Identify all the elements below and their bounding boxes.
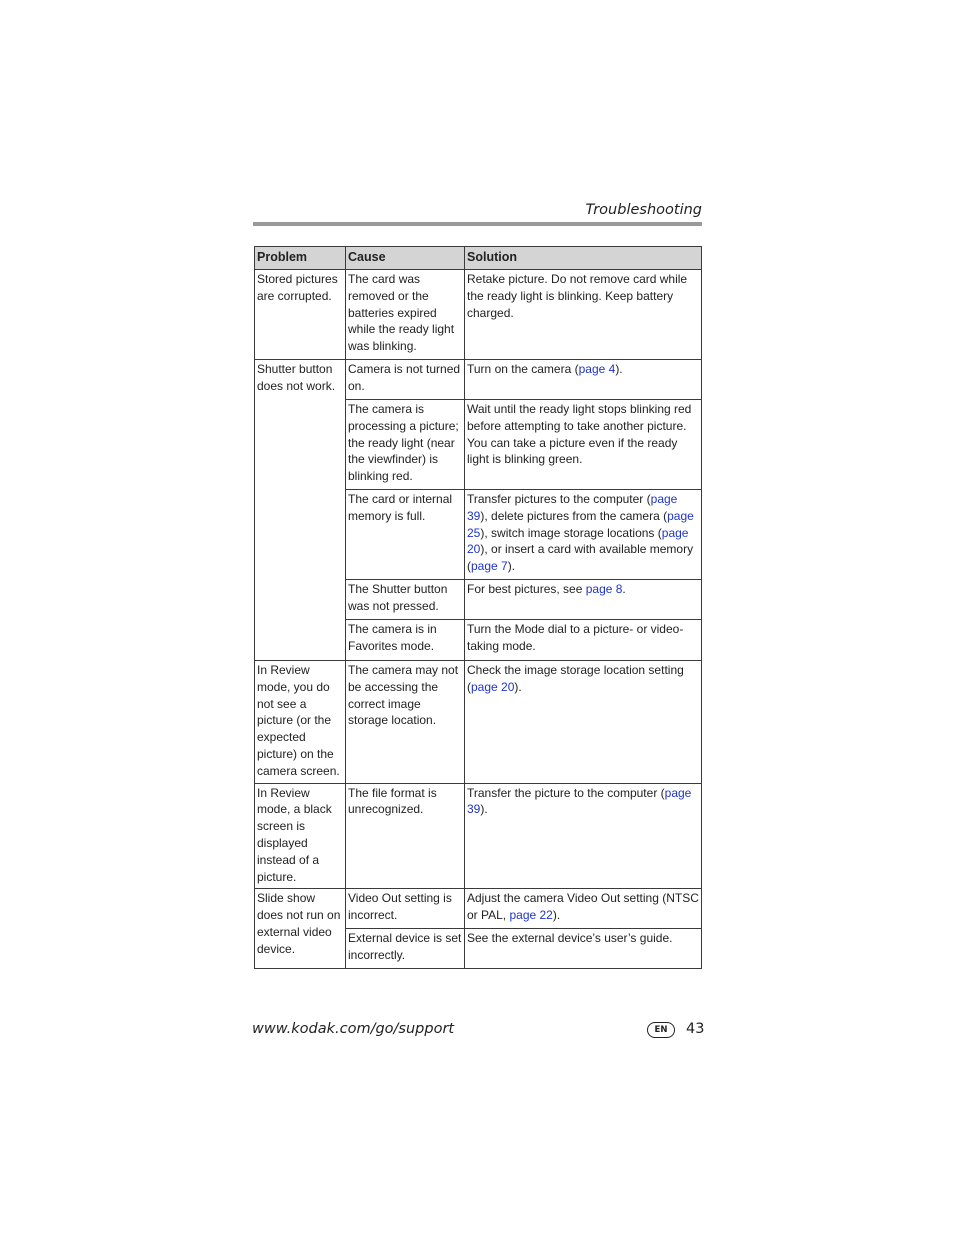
column-header-solution: Solution [465,247,702,270]
page-link[interactable]: page 25 [467,508,694,540]
solution-text: ). [615,362,623,376]
page-link[interactable]: page 39 [467,492,678,523]
solution-cell: See the external device’s user’s guide. [465,929,702,969]
solution-cell: Turn the Mode dial to a picture- or video-taking mode. [465,620,702,661]
problem-cell: Stored pictures are corrupted. [255,270,346,360]
page-link[interactable]: page 20 [471,679,515,694]
solution-text: Transfer pictures to the computer ( [467,492,651,506]
table-row [255,661,702,784]
solution-cell: Retake picture. Do not remove card while the ready light is blinking. Keep battery charged. [465,270,702,360]
cause-cell: Video Out setting is incorrect. [346,889,465,929]
problem-cell: Slide show does not run on external video device. [255,889,346,969]
solution-text: . [622,582,626,596]
footer-support-url[interactable]: www.kodak.com/go/support [252,1021,455,1037]
solution-text: ), switch image storage locations ( [480,525,662,540]
page-link[interactable]: page 4 [578,362,616,376]
solution-cell [465,580,702,620]
table-header-row [255,247,702,270]
solution-cell [465,360,702,400]
solution-text: Check the image storage location setting ( [467,663,684,694]
column-header-problem: Problem [255,247,346,270]
page-link[interactable]: page 39 [467,785,692,817]
solution-cell [465,490,702,580]
solution-text: Transfer the picture to the computer ( [467,785,665,800]
cause-cell: The card was removed or the batteries expired while the ready light was blinking. [346,270,465,360]
troubleshooting-table [254,246,702,969]
column-header-cause: Cause [346,247,465,270]
solution-text: ). [480,802,488,817]
problem-cell: In Review mode, you do not see a picture (or the expected picture) on the camera screen. [255,661,346,784]
solution-text: ), delete pictures from the camera ( [480,508,668,523]
page-number: 43 [686,1021,705,1037]
solution-text: ), or insert a card with available memory ( [467,542,694,574]
table-row [255,360,702,400]
problem-cell: In Review mode, a black screen is displayed instead of a picture. [255,783,346,889]
cause-cell: The card or internal memory is full. [346,490,465,580]
header-rule [253,222,702,226]
table-row [255,783,702,889]
cause-cell: The camera is processing a picture; the ready light (near the viewfinder) is blinking red. [346,400,465,490]
solution-cell [465,889,702,929]
cause-cell: The Shutter button was not pressed. [346,580,465,620]
cause-cell: The file format is unrecognized. [346,783,465,889]
solution-cell: Wait until the ready light stops blinking red before attempting to take another picture. You can take a picture even if the ready light is blinking green. [465,400,702,490]
page-link[interactable]: page 8 [585,582,623,596]
solution-text: For best pictures, see [467,582,586,596]
solution-text: ). [552,908,561,923]
solution-cell [465,783,702,889]
cause-cell: The camera is in Favorites mode. [346,620,465,661]
solution-text: ). [514,679,522,694]
problem-cell: Shutter button does not work. [255,360,346,661]
section-title: Troubleshooting [585,202,702,218]
page-link[interactable]: page 22 [509,908,553,923]
table-row [255,270,702,360]
solution-cell [465,661,702,784]
cause-cell: The camera may not be accessing the correct image storage location. [346,661,465,784]
table-row [255,889,702,929]
solution-text: ). [507,559,516,574]
solution-text: Turn on the camera ( [467,362,579,376]
page-link[interactable]: page 7 [471,559,508,574]
page-link[interactable]: page 20 [467,525,689,557]
cause-cell: External device is set incorrectly. [346,929,465,969]
cause-cell: Camera is not turned on. [346,360,465,400]
language-badge: EN [647,1022,675,1038]
solution-text: Adjust the camera Video Out setting (NTSC or PAL, [467,891,699,923]
